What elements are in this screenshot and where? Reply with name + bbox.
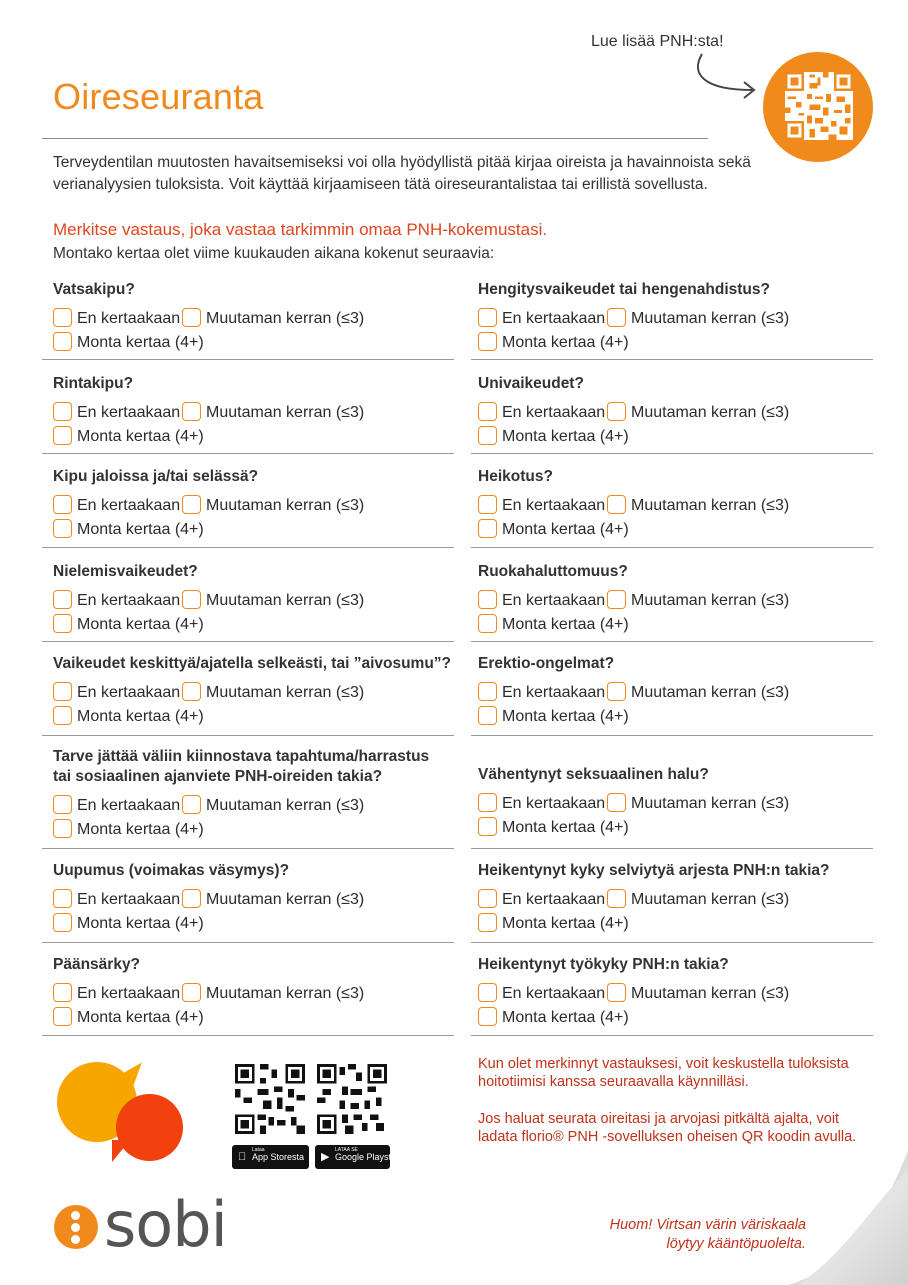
option-label: Monta kertaa (4+) [77, 334, 204, 351]
option-label: Monta kertaa (4+) [77, 521, 204, 538]
checkbox[interactable] [478, 983, 497, 1002]
question-title: Nielemisvaikeudet? [53, 563, 198, 580]
play-store-qr-icon[interactable] [317, 1064, 387, 1134]
option-label: Monta kertaa (4+) [502, 334, 629, 351]
question-title: Univaikeudet? [478, 375, 584, 392]
option-label: Muutaman kerran (≤3) [206, 497, 365, 514]
question-title: Heikentynyt työkyky PNH:n takia? [478, 956, 729, 973]
checkbox[interactable] [607, 402, 626, 421]
question-title: Vatsakipu? [53, 281, 135, 298]
option-few[interactable] [182, 983, 364, 1003]
app-text: Jos haluat seurata oireitasi ja arvojasi pitkältä ajalta, voit ladata florio® PNH -sovelluksen oheisen QR koodin avulla. [478, 1111, 857, 1145]
option-few[interactable] [607, 682, 789, 702]
question-block [478, 955, 878, 1026]
checkbox[interactable] [478, 889, 497, 908]
checkbox[interactable] [478, 1007, 497, 1026]
checkbox[interactable] [478, 706, 497, 725]
question-divider [42, 359, 454, 360]
option-many[interactable] [53, 1007, 204, 1027]
option-few[interactable] [182, 795, 364, 815]
checkbox[interactable] [478, 495, 497, 514]
checkbox[interactable] [182, 795, 201, 814]
option-few[interactable] [182, 308, 364, 328]
option-label: Monta kertaa (4+) [502, 1009, 629, 1026]
question-block [53, 861, 473, 932]
option-many[interactable] [478, 913, 629, 933]
question-block [53, 467, 473, 538]
question-divider [42, 1035, 454, 1036]
checkbox[interactable] [478, 793, 497, 812]
option-label: Muutaman kerran (≤3) [631, 684, 790, 701]
checkbox[interactable] [53, 682, 72, 701]
option-never[interactable] [53, 590, 180, 610]
checkbox[interactable] [478, 402, 497, 421]
option-label: Muutaman kerran (≤3) [631, 985, 790, 1002]
option-label: En kertaakaan [77, 684, 181, 701]
option-few[interactable] [607, 983, 789, 1003]
option-label: Monta kertaa (4+) [502, 819, 629, 836]
qr-code-icon[interactable] [785, 72, 853, 140]
checkbox[interactable] [53, 495, 72, 514]
urine-color-note: Huom! Virtsan värin väriskaala löytyy kääntöpuolelta. [609, 1217, 806, 1252]
checkbox[interactable] [53, 332, 72, 351]
speech-bubble-red-icon [116, 1094, 183, 1161]
option-label: Monta kertaa (4+) [502, 428, 629, 445]
option-label: En kertaakaan [502, 684, 606, 701]
option-label: En kertaakaan [77, 310, 181, 327]
checkbox[interactable] [182, 495, 201, 514]
option-few[interactable] [607, 590, 789, 610]
question-divider [42, 735, 454, 736]
page-curl-decoration [748, 1150, 908, 1285]
option-few[interactable] [607, 402, 789, 422]
google-play-badge[interactable]: ▶ LATAA SE Google Playsta [315, 1145, 390, 1169]
question-divider [471, 942, 873, 943]
question-divider [471, 735, 873, 736]
checkbox[interactable] [478, 913, 497, 932]
question-divider [471, 547, 873, 548]
option-few[interactable] [607, 495, 789, 515]
question-title: Vähentynyt seksuaalinen halu? [478, 766, 709, 783]
instruction-highlight: Merkitse vastaus, joka vastaa tarkimmin omaa PNH-kokemustasi. [53, 220, 548, 239]
option-label: Muutaman kerran (≤3) [631, 795, 790, 812]
checkbox[interactable] [53, 913, 72, 932]
question-divider [42, 942, 454, 943]
question-divider [42, 641, 454, 642]
option-label: Muutaman kerran (≤3) [631, 310, 790, 327]
option-label: Muutaman kerran (≤3) [631, 891, 790, 908]
play-icon: ▶ [321, 1151, 330, 1163]
option-never[interactable] [53, 308, 180, 328]
option-label: Muutaman kerran (≤3) [631, 592, 790, 609]
option-many[interactable] [478, 519, 629, 539]
question-title: Kipu jaloissa ja/tai selässä? [53, 468, 259, 485]
checkbox[interactable] [607, 889, 626, 908]
question-block [53, 562, 473, 633]
question-title: Rintakipu? [53, 375, 134, 392]
checkbox[interactable] [53, 706, 72, 725]
intro-text: Terveydentilan muutosten havaitsemiseksi voi olla hyödyllistä pitää kirjaa oireista ja havainnoista sekä verianalyysien tuloksista. Voit käyttää kirjaamiseen tätä oireseurantalistaa tai erillistä sovellusta. [53, 154, 751, 193]
option-few[interactable] [182, 889, 364, 909]
checkbox[interactable] [182, 889, 201, 908]
option-many[interactable] [53, 519, 204, 539]
question-title: Vaikeudet keskittyä/ajatella selkeästi, tai ”aivosumu”? [53, 655, 452, 672]
option-label: Monta kertaa (4+) [77, 708, 204, 725]
checkbox[interactable] [53, 795, 72, 814]
checkbox[interactable] [607, 682, 626, 701]
option-few[interactable] [607, 308, 789, 328]
option-never[interactable] [53, 889, 180, 909]
checkbox[interactable] [182, 682, 201, 701]
checkbox[interactable] [607, 983, 626, 1002]
checkbox[interactable] [478, 332, 497, 351]
question-title: Heikotus? [478, 468, 553, 485]
option-few[interactable] [182, 402, 364, 422]
sobi-logo-icon [54, 1205, 98, 1249]
option-never[interactable] [53, 983, 180, 1003]
checkbox[interactable] [53, 519, 72, 538]
option-label: En kertaakaan [77, 404, 181, 421]
checkbox[interactable] [182, 590, 201, 609]
option-label: En kertaakaan [77, 497, 181, 514]
apple-icon [238, 1145, 246, 1169]
checkbox[interactable] [53, 1007, 72, 1026]
checkbox[interactable] [478, 426, 497, 445]
question-title: Erektio-ongelmat? [478, 655, 615, 672]
option-never[interactable] [478, 682, 605, 702]
option-label: En kertaakaan [77, 891, 181, 908]
option-label: Monta kertaa (4+) [502, 616, 629, 633]
question-block [53, 654, 473, 725]
question-divider [471, 1035, 873, 1036]
option-few[interactable] [182, 590, 364, 610]
option-label: Monta kertaa (4+) [77, 915, 204, 932]
checkbox[interactable] [53, 426, 72, 445]
checkbox[interactable] [607, 793, 626, 812]
checkbox[interactable] [478, 308, 497, 327]
option-label: Muutaman kerran (≤3) [206, 891, 365, 908]
option-many[interactable] [478, 332, 629, 352]
checkbox[interactable] [478, 590, 497, 609]
option-few[interactable] [182, 495, 364, 515]
question-block [478, 280, 878, 351]
checkbox[interactable] [607, 308, 626, 327]
option-label: En kertaakaan [502, 310, 606, 327]
qr-caption: Lue lisää PNH:sta! [591, 33, 724, 50]
checkbox[interactable] [182, 983, 201, 1002]
option-few[interactable] [607, 889, 789, 909]
app-store-qr-icon[interactable] [235, 1064, 305, 1134]
question-title: Heikentynyt kyky selviytyä arjesta PNH:n takia? [478, 862, 830, 879]
question-divider [42, 848, 454, 849]
option-never[interactable] [478, 889, 605, 909]
option-few[interactable] [182, 682, 364, 702]
option-label: Muutaman kerran (≤3) [631, 404, 790, 421]
question-title: Uupumus (voimakas väsymys)? [53, 862, 290, 879]
option-label: En kertaakaan [502, 497, 606, 514]
checkbox[interactable] [53, 889, 72, 908]
option-label: Monta kertaa (4+) [77, 821, 204, 838]
arrow-icon [690, 50, 770, 106]
question-block [478, 374, 878, 445]
option-many[interactable] [478, 706, 629, 726]
option-never[interactable] [478, 983, 605, 1003]
question-title: Päänsärky? [53, 956, 141, 973]
question-block [53, 280, 473, 351]
option-label: Muutaman kerran (≤3) [206, 592, 365, 609]
option-many[interactable] [53, 913, 204, 933]
question-block [478, 562, 878, 633]
option-many[interactable] [478, 817, 629, 837]
option-many[interactable] [478, 426, 629, 446]
option-label: En kertaakaan [77, 592, 181, 609]
question-block [53, 374, 473, 445]
option-label: Muutaman kerran (≤3) [206, 310, 365, 327]
option-label: En kertaakaan [77, 985, 181, 1002]
option-label: Monta kertaa (4+) [502, 708, 629, 725]
option-label: Muutaman kerran (≤3) [206, 985, 365, 1002]
option-label: En kertaakaan [502, 592, 606, 609]
checkbox[interactable] [53, 402, 72, 421]
title-divider [42, 138, 708, 139]
option-label: Muutaman kerran (≤3) [631, 497, 790, 514]
option-many[interactable] [53, 819, 204, 839]
checkbox[interactable] [53, 983, 72, 1002]
question-divider [471, 641, 873, 642]
question-block [478, 654, 878, 725]
question-divider [42, 453, 454, 454]
option-never[interactable] [53, 682, 180, 702]
option-label: Monta kertaa (4+) [502, 915, 629, 932]
page-title: Oireseuranta [53, 76, 264, 117]
option-never[interactable] [53, 495, 180, 515]
option-label: Muutaman kerran (≤3) [206, 404, 365, 421]
checkbox[interactable] [53, 819, 72, 838]
question-divider [471, 453, 873, 454]
checkbox[interactable] [607, 590, 626, 609]
checkbox[interactable] [478, 614, 497, 633]
checkbox[interactable] [53, 590, 72, 609]
option-many[interactable] [53, 706, 204, 726]
question-block [53, 747, 473, 838]
option-never[interactable] [478, 590, 605, 610]
checkbox[interactable] [478, 682, 497, 701]
question-block [478, 765, 878, 836]
option-label: En kertaakaan [502, 404, 606, 421]
question-divider [471, 848, 873, 849]
option-label: Muutaman kerran (≤3) [206, 684, 365, 701]
option-never[interactable] [478, 402, 605, 422]
question-block [53, 955, 473, 1026]
question-block [478, 861, 878, 932]
option-label: En kertaakaan [502, 795, 606, 812]
option-label: Monta kertaa (4+) [77, 616, 204, 633]
option-never[interactable] [53, 402, 180, 422]
option-few[interactable] [607, 793, 789, 813]
option-label: Monta kertaa (4+) [77, 1009, 204, 1026]
option-never[interactable] [478, 308, 605, 328]
option-many[interactable] [478, 1007, 629, 1027]
option-label: Monta kertaa (4+) [502, 521, 629, 538]
discuss-text: Kun olet merkinnyt vastauksesi, voit keskustella tuloksista hoitotiimisi kanssa seuraavalla käynnilläsi. [478, 1056, 849, 1090]
option-label: En kertaakaan [502, 985, 606, 1002]
checkbox[interactable] [478, 817, 497, 836]
option-many[interactable] [478, 614, 629, 634]
option-many[interactable] [53, 426, 204, 446]
checkbox[interactable] [182, 308, 201, 327]
option-many[interactable] [53, 332, 204, 352]
app-store-badge[interactable]: Lataa App Storesta [232, 1145, 309, 1169]
option-label: Monta kertaa (4+) [77, 428, 204, 445]
option-label: En kertaakaan [502, 891, 606, 908]
instruction-question: Montako kertaa olet viime kuukauden aikana kokenut seuraavia: [53, 245, 495, 262]
question-block [478, 467, 878, 538]
question-title: Tarve jättää väliin kiinnostava tapahtuma/harrastus tai sosiaalinen ajanviete PNH-oireiden takia? [53, 748, 430, 785]
checkbox[interactable] [607, 495, 626, 514]
option-never[interactable] [53, 795, 180, 815]
question-divider [42, 547, 454, 548]
checkbox[interactable] [182, 402, 201, 421]
option-never[interactable] [478, 495, 605, 515]
qr-badge [763, 52, 873, 162]
option-label: Muutaman kerran (≤3) [206, 797, 365, 814]
question-title: Hengitysvaikeudet tai hengenahdistus? [478, 281, 770, 298]
option-many[interactable] [53, 614, 204, 634]
checkbox[interactable] [53, 614, 72, 633]
question-divider [471, 359, 873, 360]
question-title: Ruokahaluttomuus? [478, 563, 628, 580]
checkbox[interactable] [478, 519, 497, 538]
option-label: En kertaakaan [77, 797, 181, 814]
option-never[interactable] [478, 793, 605, 813]
checkbox[interactable] [53, 308, 72, 327]
